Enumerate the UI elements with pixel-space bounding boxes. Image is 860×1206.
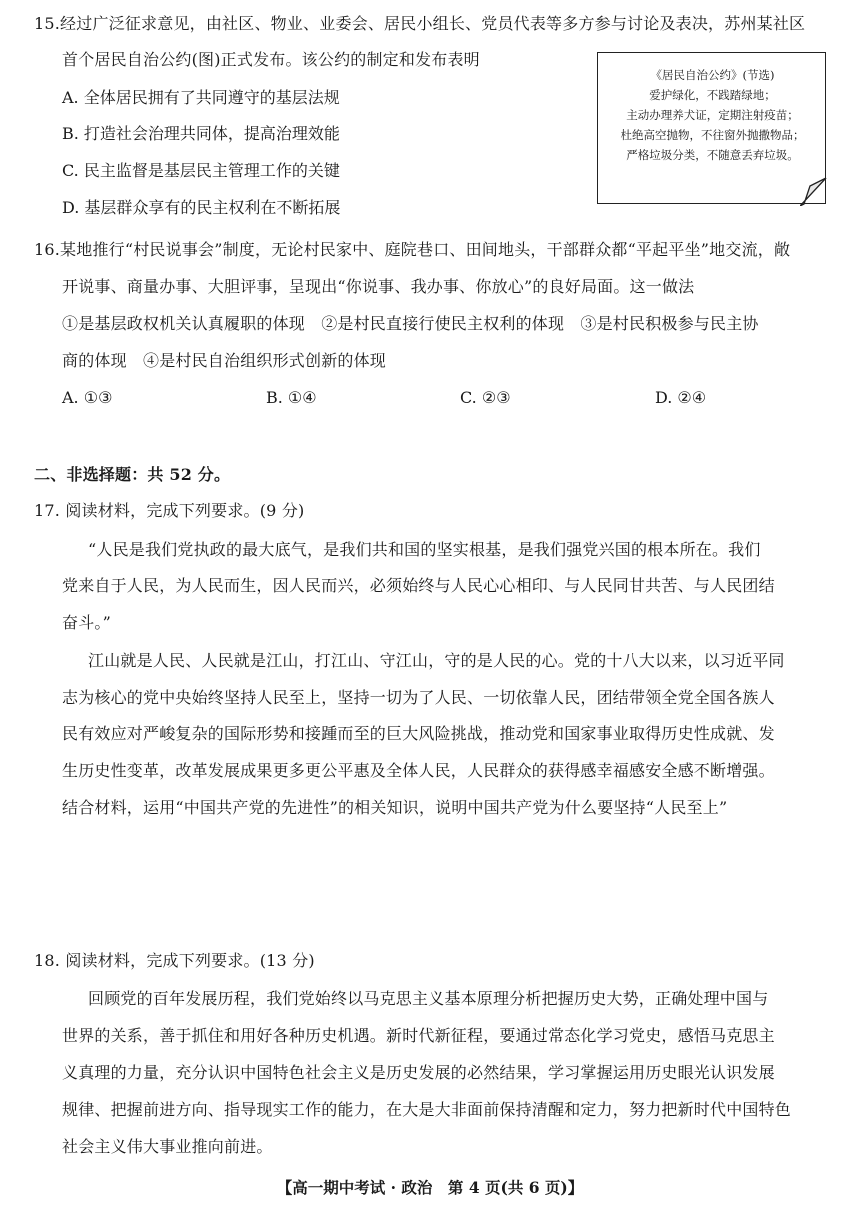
q17-line-5: 志为核心的党中央始终坚持人民至上，坚持一切为了人民、一切依靠人民，团结带领全党全国各族人 [62, 688, 775, 707]
q18-header: 18. 阅读材料，完成下列要求。(13 分) [34, 951, 315, 970]
q15-line-2: 首个居民自治公约(图)正式发布。该公约的制定和发布表明 [62, 50, 480, 69]
q16-line-2: 开说事、商量办事、大胆评事，呈现出“你说事、我办事、你放心”的良好局面。这一做法 [62, 277, 695, 296]
q17-line-7: 生历史性变革，改革发展成果更多更公平惠及全体人民，人民群众的获得感幸福感安全感不断增强。 [62, 761, 775, 780]
q18-line-3: 义真理的力量，充分认识中国特色社会主义是历史发展的必然结果，学习掌握运用历史眼光认识发展 [62, 1063, 775, 1082]
q17-line-1: “人民是我们党执政的最大底气，是我们共和国的坚实根基，是我们强党兴国的根本所在。我们 [88, 540, 761, 559]
q18-line-1: 回顾党的百年发展历程，我们党始终以马克思主义基本原理分析把握历史大势，正确处理中国与 [88, 989, 769, 1008]
q18-line-2: 世界的关系，善于抓住和用好各种历史机遇。新时代新征程，要通过常态化学习党史，感悟马克思主 [62, 1026, 775, 1045]
page-curl-icon [800, 176, 828, 206]
q15-option-a: A. 全体居民拥有了共同遵守的基层法规 [62, 88, 340, 107]
q17-line-6: 民有效应对严峻复杂的国际形势和接踵而至的巨大风险挑战，推动党和国家事业取得历史性成就、发 [62, 724, 775, 743]
section-2-heading: 二、非选择题：共 52 分。 [34, 465, 231, 484]
q18-line-5: 社会主义伟大事业推向前进。 [62, 1137, 273, 1156]
note-line-3: 杜绝高空抛物，不往窗外抛撒物品； [620, 128, 805, 142]
q18-line-4: 规律、把握前进方向、指导现实工作的能力，在大是大非面前保持清醒和定力，努力把新时代中国特色 [62, 1100, 792, 1119]
note-line-4: 严格垃圾分类，不随意丢弃垃圾。 [626, 148, 799, 162]
note-line-1: 爱护绿化，不践踏绿地； [649, 88, 776, 102]
note-line-2: 主动办理养犬证，定期注射疫苗； [626, 108, 799, 122]
q17-line-2: 党来自于人民，为人民而生，因人民而兴，必须始终与人民心心相印、与人民同甘共苦、与人民团结 [62, 576, 775, 595]
q16-statements-line-1: ①是基层政权机关认真履职的体现 ②是村民直接行使民主权利的体现 ③是村民积极参与民主协 [62, 314, 759, 333]
q15-option-c: C. 民主监督是基层民主管理工作的关键 [62, 161, 340, 180]
q16-option-b: B. ①④ [266, 388, 317, 407]
q16-line-1: 16.某地推行“村民说事会”制度，无论村民家中、庭院巷口、田间地头，干部群众都“平起平坐”地交流，敞 [34, 240, 791, 259]
q16-statements-line-2: 商的体现 ④是村民自治组织形式创新的体现 [62, 351, 387, 370]
q17-question: 结合材料，运用“中国共产党的先进性”的相关知识，说明中国共产党为什么要坚持“人民至上” [62, 798, 728, 817]
note-title: 《居民自治公约》(节选) [650, 68, 775, 82]
q15-option-d: D. 基层群众享有的民主权利在不断拓展 [62, 198, 341, 217]
q17-header: 17. 阅读材料，完成下列要求。(9 分) [34, 501, 305, 520]
page-footer: 【高一期中考试 · 政治 第 4 页(共 6 页)】 [276, 1178, 584, 1197]
q16-option-a: A. ①③ [62, 388, 113, 407]
q16-option-c: C. ②③ [460, 388, 511, 407]
q15-option-b: B. 打造社会治理共同体，提高治理效能 [62, 124, 340, 143]
convention-note-box [597, 52, 826, 204]
q17-line-3: 奋斗。” [62, 613, 111, 632]
q16-option-d: D. ②④ [655, 388, 707, 407]
q15-line-1: 15.经过广泛征求意见，由社区、物业、业委会、居民小组长、党员代表等多方参与讨论及表决，苏州某社区 [34, 14, 806, 33]
q17-line-4: 江山就是人民、人民就是江山，打江山、守江山，守的是人民的心。党的十八大以来，以习近平同 [88, 651, 785, 670]
